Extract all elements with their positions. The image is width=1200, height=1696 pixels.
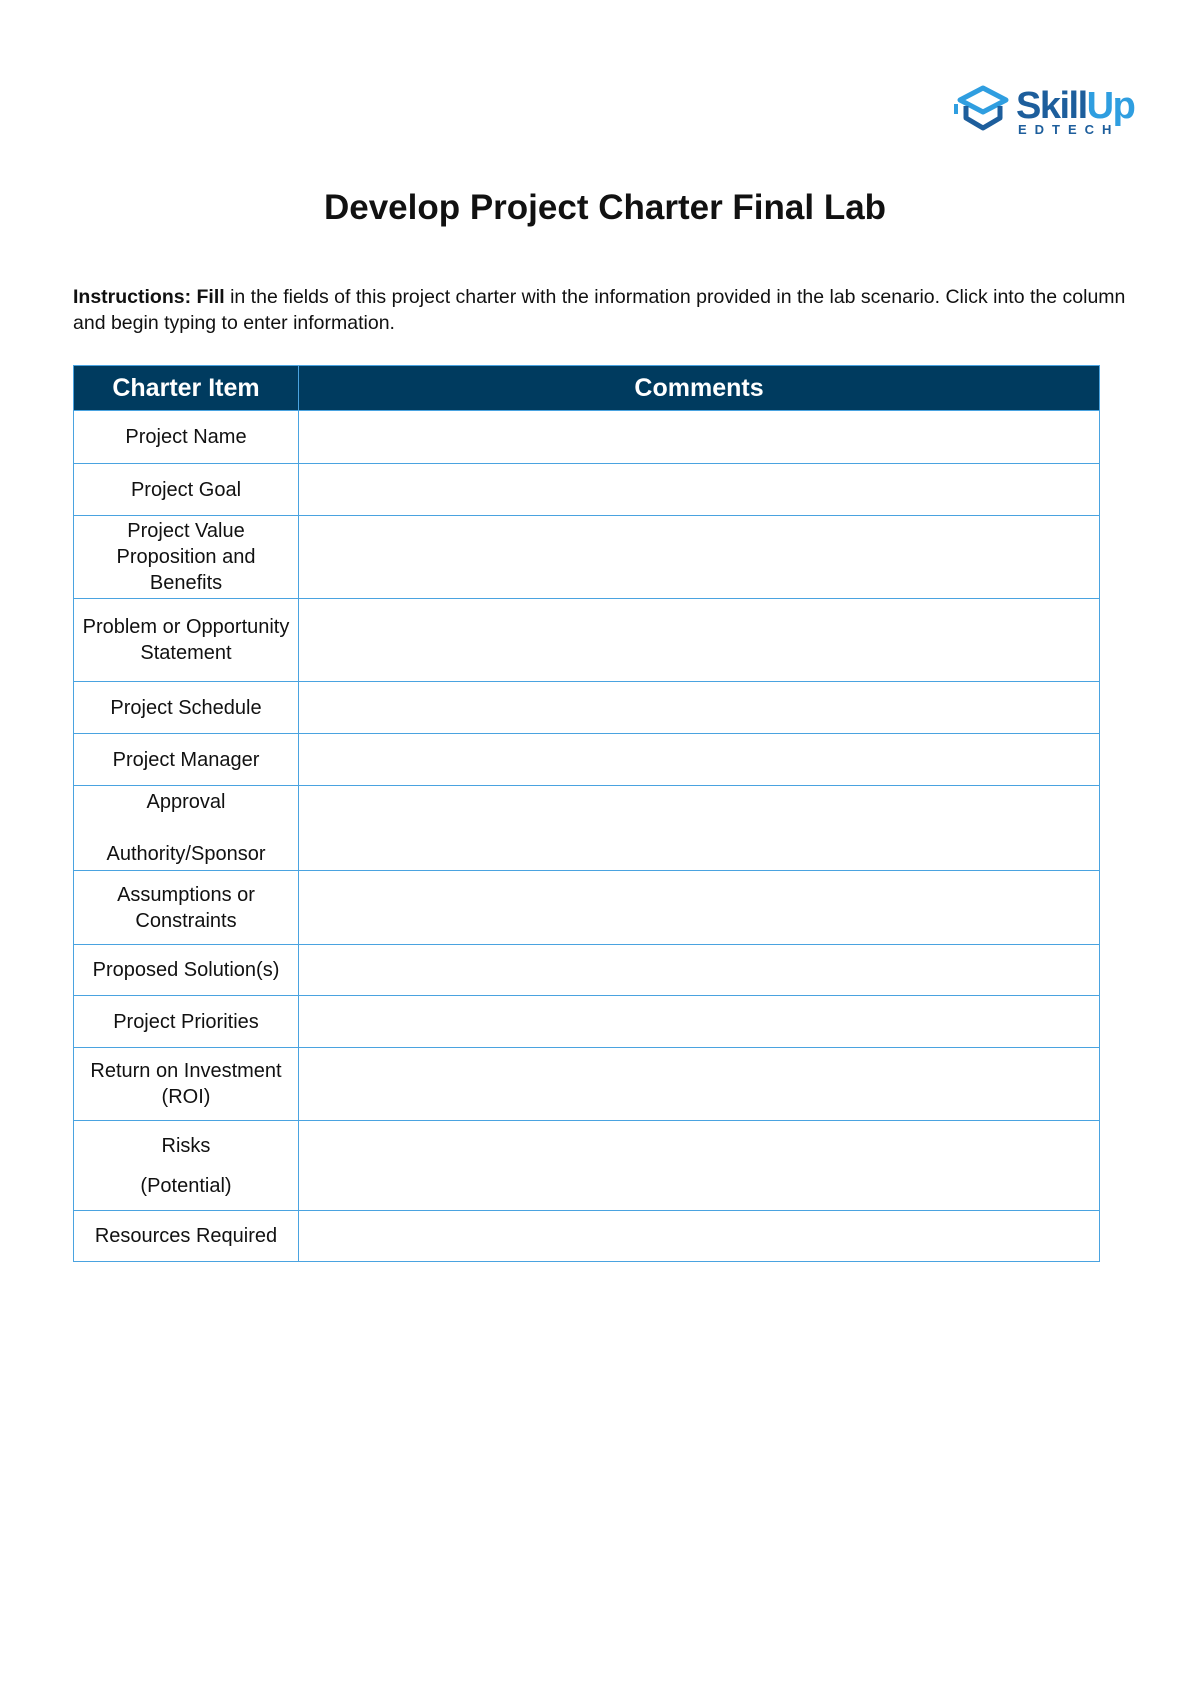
- table-row: [74, 516, 1100, 599]
- comment-cell[interactable]: [299, 786, 1100, 871]
- charter-item-label: Proposed Solution(s): [74, 945, 299, 996]
- comment-cell[interactable]: [299, 945, 1100, 996]
- table-row: [74, 1211, 1100, 1262]
- comment-cell[interactable]: [299, 996, 1100, 1048]
- table-row: [74, 464, 1100, 516]
- skillup-logo: [952, 84, 1142, 140]
- instructions-text: in the fields of this project charter with the information provided in the lab scenario. Click into the column and begin typing to enter information.: [73, 286, 1126, 334]
- charter-item-label: Project Schedule: [74, 682, 299, 734]
- page-title: Develop Project Charter Final Lab: [323, 188, 887, 227]
- table-row: [74, 786, 1100, 871]
- comment-cell[interactable]: [299, 1211, 1100, 1262]
- table-row: [74, 945, 1100, 996]
- table-row: [74, 1048, 1100, 1121]
- comment-cell[interactable]: [299, 734, 1100, 786]
- table-row: [74, 871, 1100, 945]
- table-row: [74, 1121, 1100, 1211]
- charter-item-label: Return on Investment (ROI): [74, 1048, 299, 1121]
- instructions-paragraph: [73, 284, 1133, 336]
- charter-item-label: Project Goal: [74, 464, 299, 516]
- table-row: [74, 734, 1100, 786]
- comment-cell[interactable]: [299, 464, 1100, 516]
- table-header-row: [74, 366, 1100, 411]
- charter-item-label: Assumptions or Constraints: [74, 871, 299, 945]
- charter-item-label: Project Priorities: [74, 996, 299, 1048]
- charter-item-label: Project Name: [74, 411, 299, 464]
- logo-wordmark: SkillUp: [1016, 85, 1135, 127]
- table-row: [74, 411, 1100, 464]
- comment-cell[interactable]: [299, 682, 1100, 734]
- charter-item-label: Approval Authority/Sponsor: [74, 786, 299, 871]
- graduation-cap-icon: [952, 84, 1014, 134]
- header-comments: Comments: [299, 366, 1100, 411]
- charter-item-label: Project Manager: [74, 734, 299, 786]
- charter-item-label: Risks (Potential): [74, 1121, 299, 1211]
- header-charter-item: Charter Item: [74, 366, 299, 411]
- comment-cell[interactable]: [299, 516, 1100, 599]
- comment-cell[interactable]: [299, 411, 1100, 464]
- table-row: [74, 599, 1100, 682]
- charter-item-label: Problem or Opportunity Statement: [74, 599, 299, 682]
- comment-cell[interactable]: [299, 1121, 1100, 1211]
- charter-item-label: Resources Required: [74, 1211, 299, 1262]
- table-row: [74, 996, 1100, 1048]
- table-row: [74, 682, 1100, 734]
- charter-item-label: Project Value Proposition and Benefits: [74, 516, 299, 599]
- charter-table: [73, 365, 1100, 1262]
- comment-cell[interactable]: [299, 1048, 1100, 1121]
- instructions-label: Instructions: Fill: [73, 286, 225, 308]
- logo-subtitle: EDTECH: [1018, 122, 1120, 137]
- comment-cell[interactable]: [299, 871, 1100, 945]
- comment-cell[interactable]: [299, 599, 1100, 682]
